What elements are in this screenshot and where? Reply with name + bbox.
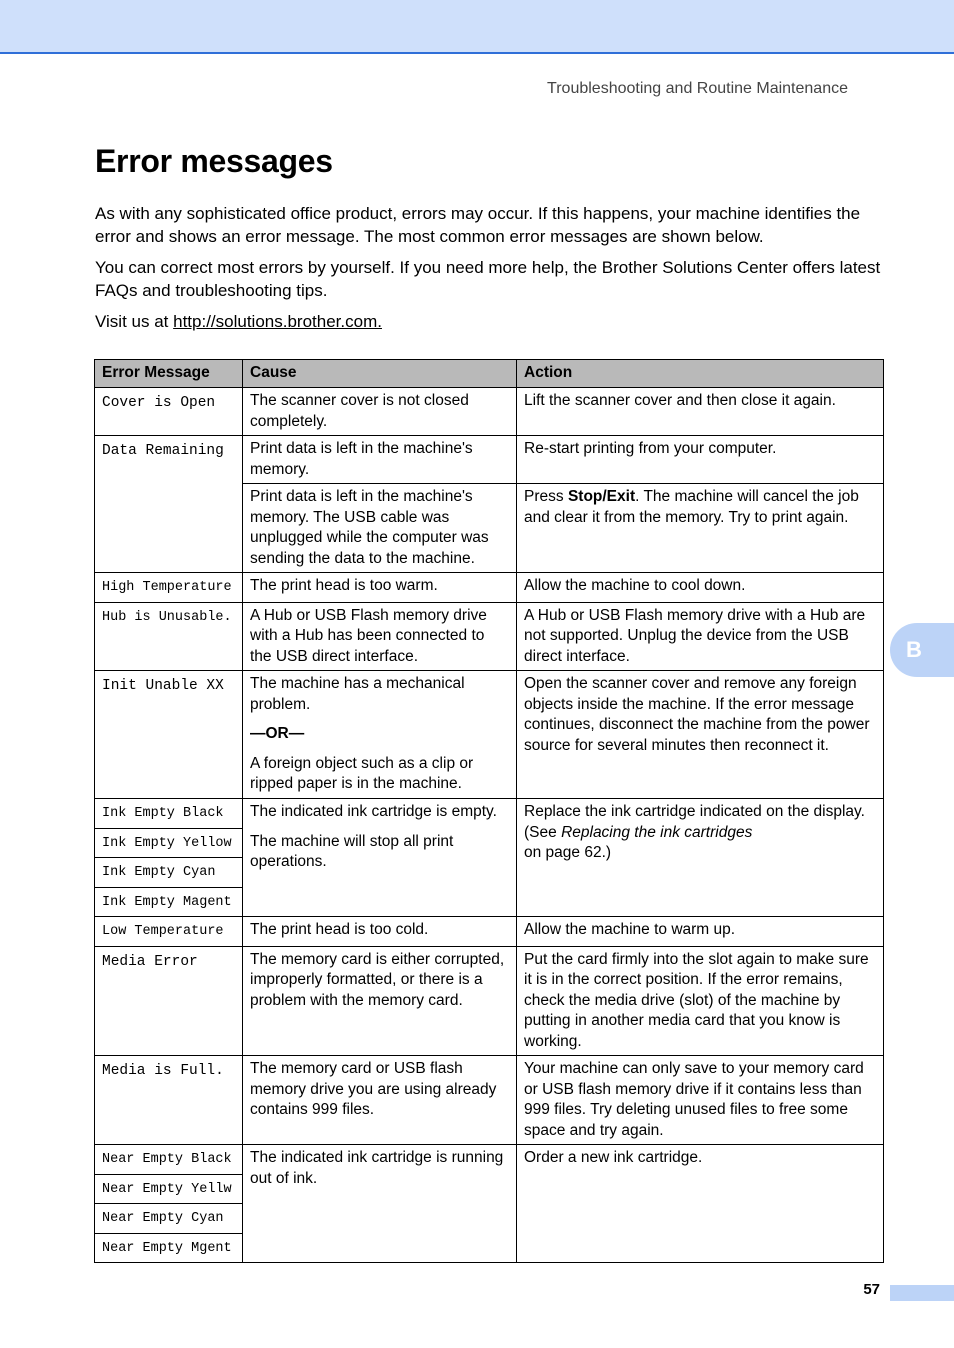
action-cell: Open the scanner cover and remove any foreign objects inside the machine. If the error message continues, disconnect the machine from the power source for several minutes then reconnect it. (517, 671, 884, 799)
action-text: on page 62.) (524, 844, 612, 861)
intro-paragraph-2: You can correct most errors by yourself. If you need more help, the Brother Solutions Center offers latest FAQs and troubleshooting tips. (95, 258, 881, 300)
visit-prefix: Visit us at (95, 312, 174, 331)
error-code: Ink Empty Magent (95, 887, 243, 917)
table-row (95, 602, 884, 671)
error-code: Near Empty Cyan (95, 1204, 243, 1234)
cause-cell: The memory card or USB flash memory drive you are using already contains 999 files. (243, 1056, 517, 1145)
error-code: Low Temperature (95, 917, 243, 947)
page-title: Error messages (95, 143, 333, 179)
cause-cell: The memory card is either corrupted, improperly formatted, or there is a problem with the memory card. (243, 946, 517, 1056)
page-number: 57 (863, 1281, 880, 1298)
action-cell: Put the card firmly into the slot again to make sure it is in the correct position. If the error remains, check the media drive (slot) of the machine by putting in another media card that you know is working. (517, 946, 884, 1056)
table-header-row (95, 360, 884, 388)
table-row (95, 573, 884, 603)
action-cell (517, 799, 884, 917)
cause-text: The machine has a mechanical problem. (250, 675, 465, 713)
cause-text: A foreign object such as a clip or ripped paper is in the machine. (250, 754, 474, 792)
error-code: Ink Empty Cyan (95, 858, 243, 888)
error-code: Near Empty Black (95, 1145, 243, 1175)
top-band (0, 0, 954, 54)
action-text: . The machine will cancel the job and clear it from the memory. Try to print again. (524, 488, 859, 526)
error-code: Media is Full. (95, 1056, 243, 1145)
error-code: Init Unable XX (95, 671, 243, 799)
cause-cell: The print head is too cold. (243, 917, 517, 947)
table-row (95, 1145, 884, 1175)
table-row (95, 799, 884, 829)
action-cell (517, 484, 884, 573)
table-row (95, 1056, 884, 1145)
table-row (95, 946, 884, 1056)
page-number-tab (890, 1285, 954, 1301)
cause-cell: The indicated ink cartridge is running out of ink. (243, 1145, 517, 1263)
visit-line (95, 311, 885, 334)
intro-section (95, 203, 885, 343)
error-code: Near Empty Yellw (95, 1174, 243, 1204)
cause-cell: Print data is left in the machine's memory. The USB cable was unplugged while the computer was sending the data to the machine. (243, 484, 517, 573)
error-code: Media Error (95, 946, 243, 1056)
table-row (95, 436, 884, 484)
stop-exit-key: Stop/Exit (567, 488, 636, 505)
solutions-link[interactable]: http://solutions.brother.com. (173, 312, 382, 331)
cause-cell (243, 799, 517, 917)
cause-cell: A Hub or USB Flash memory drive with a Hub has been connected to the USB direct interface. (243, 602, 517, 671)
action-cell: Allow the machine to cool down. (517, 573, 884, 603)
action-cell: Your machine can only save to your memory card or USB flash memory drive if it contains less than 999 files. Try deleting unused files to free some space and try again. (517, 1056, 884, 1145)
table-row (95, 917, 884, 947)
cross-reference: Replacing the ink cartridges (561, 823, 753, 841)
error-code: Cover is Open (95, 388, 243, 436)
error-code: Hub is Unusable. (95, 602, 243, 671)
or-separator: —OR— (250, 725, 305, 742)
action-cell: Order a new ink cartridge. (517, 1145, 884, 1263)
intro-paragraph-1: As with any sophisticated office product, errors may occur. If this happens, your machine identifies the error and shows an error message. The most common error messages are shown below. (95, 204, 861, 246)
error-code: Near Empty Mgent (95, 1233, 243, 1263)
action-text: Replace the ink cartridge indicated on the display. (See (524, 803, 865, 841)
action-cell: Re-start printing from your computer. (517, 436, 884, 484)
cause-cell: The scanner cover is not closed completely. (243, 388, 517, 436)
error-code: Data Remaining (95, 436, 243, 573)
cause-text: The indicated ink cartridge is empty. (250, 803, 497, 820)
cause-cell (243, 671, 517, 799)
cause-cell: The print head is too warm. (243, 573, 517, 603)
section-tab-b: B (890, 623, 954, 677)
error-code: Ink Empty Black (95, 799, 243, 829)
error-code: High Temperature (95, 573, 243, 603)
cause-text: The machine will stop all print operations. (250, 832, 454, 870)
running-header: Troubleshooting and Routine Maintenance (547, 80, 848, 97)
cause-cell: Print data is left in the machine's memory. (243, 436, 517, 484)
header-cause: Cause (243, 360, 517, 388)
error-code: Ink Empty Yellow (95, 828, 243, 858)
error-messages-table (94, 359, 884, 1263)
table-row (95, 671, 884, 799)
action-cell: Allow the machine to warm up. (517, 917, 884, 947)
action-cell: A Hub or USB Flash memory drive with a Hub are not supported. Unplug the device from the USB direct interface. (517, 602, 884, 671)
action-text: Press (524, 488, 568, 505)
table-row (95, 388, 884, 436)
header-error-message: Error Message (95, 360, 243, 388)
action-cell: Lift the scanner cover and then close it again. (517, 388, 884, 436)
header-action: Action (517, 360, 884, 388)
